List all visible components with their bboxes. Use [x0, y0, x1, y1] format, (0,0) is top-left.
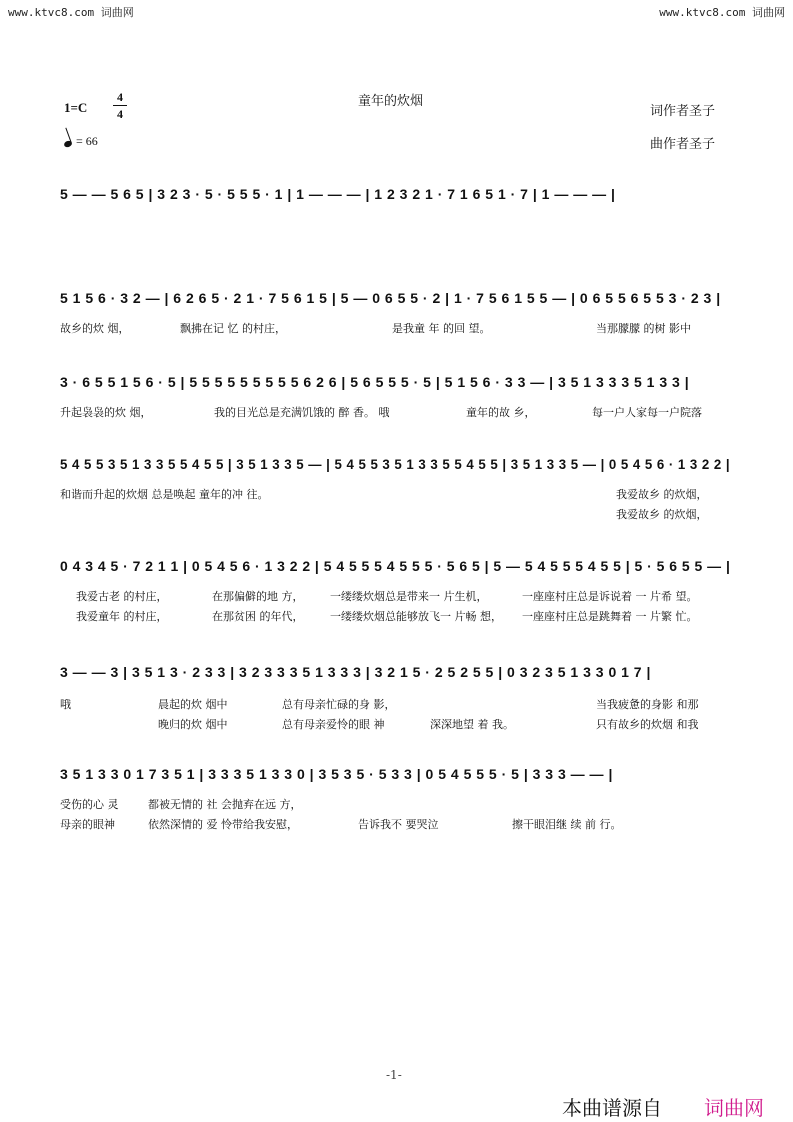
tempo-value: = 66	[76, 134, 98, 148]
system-5-lyric-2c: 一缕缕炊烟总能够放飞一 片畅 想，	[330, 610, 502, 623]
system-2-notes: 5 1 5 6 · 3 2 — | 6 2 6 5 · 2 1 · 7 5 6 1 5 | 5 — 0 6 5 5 · 2 | 1 · 7 5 6 1 5 5 — | 0 6 5 5 6 5 5 3 · 2 3 |	[60, 290, 721, 306]
system-7-lyric-2a: 母亲的眼神	[60, 818, 115, 831]
system-1-notes: 5 — — 5 6 5 | 3 2 3 · 5 · 5 5 5 · 1 | 1 — — — | 1 2 3 2 1 · 7 1 6 5 1 · 7 | 1 — — — |	[60, 186, 616, 202]
composer: 曲作者圣子	[650, 137, 716, 152]
lyricist: 词作者圣子	[650, 104, 716, 119]
system-6-lyric-1d: 当我疲惫的身影 和那	[596, 698, 699, 711]
system-3-lyric-3: 童年的故 乡，	[466, 406, 536, 419]
system-7-notes: 3 5 1 3 3 0 1 7 3 5 1 | 3 3 3 5 1 3 3 0 | 3 5 3 5 · 5 3 3 | 0 5 4 5 5 5 · 5 | 3 3 3 — — |	[60, 766, 613, 782]
system-7-lyric-1a: 受伤的心 灵	[60, 798, 119, 811]
system-6-lyric-1b: 晨起的炊 烟中	[158, 698, 228, 711]
quarter-note-icon	[63, 140, 73, 148]
time-top: 4	[117, 90, 123, 104]
system-6-lyric-1c: 总有母亲忙碌的身 影，	[282, 698, 396, 711]
system-6-lyric-2c: 深深地望 着 我。	[430, 718, 514, 731]
system-5-lyric-1b: 在那偏僻的地 方，	[212, 590, 304, 603]
key-signature: 1=C	[64, 100, 88, 115]
watermark-right: www.ktvc8.com 词曲网	[659, 6, 785, 19]
system-5-notes: 0 4 3 4 5 · 7 2 1 1 | 0 5 4 5 6 · 1 3 2 2 | 5 4 5 5 5 4 5 5 5 · 5 6 5 | 5 — 5 4 5 5 5 4 5 5 | 5 · 5 6 5 5 — |	[60, 558, 731, 574]
system-3-lyric-1: 升起袅袅的炊 烟，	[60, 406, 152, 419]
system-5-lyric-1a: 我爱古老 的村庄，	[76, 590, 168, 603]
system-2-lyric-3: 是我童 年 的回 望。	[392, 322, 491, 335]
system-3-lyric-4: 每一户人家每一户院落	[592, 406, 702, 419]
system-5-lyric-2d: 一座座村庄总是跳舞着 一 片繁 忙。	[522, 610, 698, 623]
system-4-notes: 5 4 5 5 3 5 1 3 3 5 5 4 5 5 | 3 5 1 3 3 5 — | 5 4 5 5 3 5 1 3 3 5 5 4 5 5 | 3 5 1 3 3 5 — | 0 5 4 5 6 · 1 3 2 2 |	[60, 456, 731, 472]
system-6-lyric-2b: 总有母亲爱怜的眼 神	[282, 718, 385, 731]
system-5-lyric-1c: 一缕缕炊烟总是带来一 片生机，	[330, 590, 488, 603]
system-4-lyric-3: 我爱故乡 的炊烟，	[616, 508, 708, 521]
page-number: -1-	[386, 1068, 402, 1082]
system-5-lyric-2a: 我爱童年 的村庄，	[76, 610, 168, 623]
system-6-lyric-2d: 只有故乡的炊烟 和我	[596, 718, 699, 731]
system-6-lyric-1a: 哦	[60, 698, 71, 711]
system-4-lyric-1: 和谐而升起的炊烟 总是唤起 童年的冲 往。	[60, 488, 269, 501]
system-1	[60, 186, 730, 226]
system-7-lyric-2d: 擦干眼泪继 续 前 行。	[512, 818, 622, 831]
time-bottom: 4	[117, 107, 123, 121]
system-6-notes: 3 — — 3 | 3 5 1 3 · 2 3 3 | 3 2 3 3 3 5 1 3 3 3 | 3 2 1 5 · 2 5 2 5 5 | 0 3 2 3 5 1 3 3 0 1 7 |	[60, 664, 651, 680]
system-4-lyric-2: 我爱故乡 的炊烟，	[616, 488, 708, 501]
system-3-lyric-2: 我的目光总是充满饥饿的 醉 香。 哦	[214, 406, 390, 419]
system-7-lyric-2b: 依然深情的 爱 怜带给我安慰，	[148, 818, 298, 831]
system-2-lyric-4: 当那朦朦 的树 影中	[596, 322, 691, 335]
system-5-lyric-1d: 一座座村庄总是诉说着 一 片希 望。	[522, 590, 698, 603]
song-title: 童年的炊烟	[358, 94, 424, 109]
system-2-lyric-2: 飘拂在记 忆 的村庄，	[180, 322, 286, 335]
system-7-lyric-2c: 告诉我不 要哭泣	[358, 818, 439, 831]
system-7-lyric-1b: 都被无情的 社 会抛弃在远 方，	[148, 798, 302, 811]
system-6-lyric-2a: 晚归的炊 烟中	[158, 718, 228, 731]
system-3-notes: 3 · 6 5 5 1 5 6 · 5 | 5 5 5 5 5 5 5 5 5 6 2 6 | 5 6 5 5 5 · 5 | 5 1 5 6 · 3 3 — | 3 5 1 3 3 3 5 1 3 3 |	[60, 374, 690, 390]
source-label: 本曲谱源自	[562, 1096, 662, 1120]
watermark-left: www.ktvc8.com 词曲网	[8, 6, 134, 19]
system-2-lyric-1: 故乡的炊 烟，	[60, 322, 130, 335]
tempo-marking	[64, 134, 98, 149]
system-5-lyric-2b: 在那贫困 的年代，	[212, 610, 304, 623]
time-signature	[113, 90, 127, 121]
source-site-link[interactable]: 词曲网	[704, 1096, 764, 1120]
